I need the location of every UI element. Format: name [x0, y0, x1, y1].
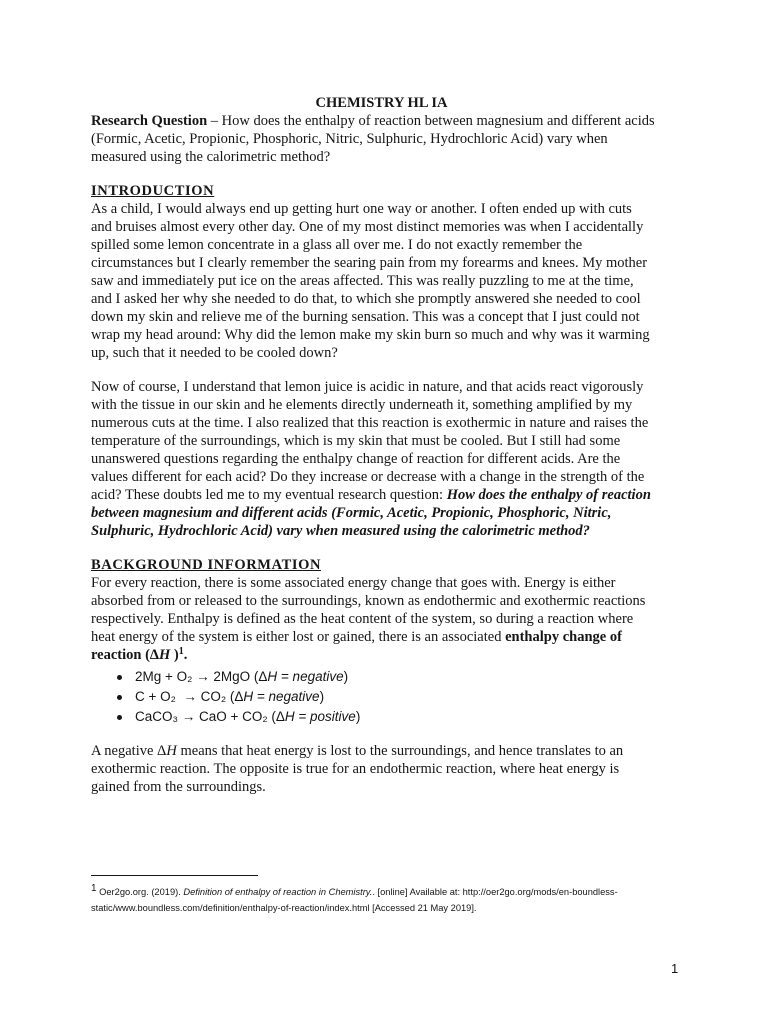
- equation-formula: 2Mg + O₂ → 2MgO (Δ: [135, 669, 268, 684]
- background-paragraph-line: [91, 628, 691, 646]
- intro-paragraph-line: up, such that it needed to be cooled down?: [91, 345, 338, 361]
- intro-paragraph-line: [91, 486, 691, 504]
- intro-paragraph-line: and I asked her why she needed to do that, to which she promptly answered she needed to cool: [91, 291, 641, 307]
- bold-term: reaction (Δ: [91, 647, 160, 663]
- research-question-text: – How does the enthalpy of reaction between magnesium and different acids: [207, 113, 655, 129]
- research-question-label: Research Question: [91, 113, 208, 129]
- equation-end: ): [319, 689, 325, 704]
- emphasized-research-question: How does the enthalpy of reaction: [446, 487, 651, 503]
- equation-formula: C + O₂ → CO₂ (Δ: [135, 689, 244, 704]
- equation-end: ): [343, 669, 349, 684]
- bullet-icon: [117, 715, 122, 720]
- spacer: [91, 166, 691, 182]
- intro-paragraph-line: numerous cuts at the time. I also realized that this reaction is exothermic in nature and raises the: [91, 415, 649, 431]
- document-title: CHEMISTRY HL IA: [315, 95, 448, 111]
- emphasized-research-question: between magnesium and different acids (Formic, Acetic, Propionic, Phosphoric, Nitric,: [91, 505, 612, 521]
- research-question-line: measured using the calorimetric method?: [91, 149, 331, 165]
- footnote-marker: 1: [91, 883, 97, 894]
- footnote-reference: 1: [178, 646, 184, 657]
- closing-paragraph: [91, 742, 691, 796]
- intro-paragraph-line: temperature of the surroundings, which is my skin that must be cooled. But I still had some: [91, 433, 621, 449]
- equation-enthalpy: H = negative: [267, 669, 344, 684]
- enthalpy-symbol: H: [159, 647, 171, 663]
- bullet-icon: [117, 695, 122, 700]
- equation-enthalpy: H = negative: [243, 689, 320, 704]
- footnote-text: . [online] Available at: http://oer2go.org/mods/en-boundless-: [372, 887, 618, 897]
- spacer: [91, 362, 691, 378]
- page-number: 1: [671, 961, 679, 976]
- footnote-line: [91, 884, 731, 900]
- intro-paragraph-line: spilled some lemon concentrate in a glass all over me. I do not exactly remember the: [91, 237, 583, 253]
- background-text: heat energy of the system is either lost or gained, there is an associated: [91, 629, 506, 645]
- background-paragraph-line: For every reaction, there is some associated energy change that goes with. Energy is either: [91, 575, 616, 591]
- document-body: [91, 94, 691, 796]
- bold-term: ): [170, 647, 179, 663]
- spacer: [91, 540, 691, 556]
- equation-item: [91, 667, 691, 687]
- equation-enthalpy: H = positive: [284, 709, 356, 724]
- intro-paragraph-line: unanswered questions regarding the enthalpy change of reaction for different acids. Are the: [91, 451, 621, 467]
- footnote: [91, 875, 731, 916]
- equation-end: ): [355, 709, 361, 724]
- closing-text: A negative Δ: [91, 743, 167, 759]
- intro-paragraph-line: wrap my head around: Why did the lemon make my skin burn so much and why was it warming: [91, 327, 650, 343]
- footnote-source-title: Definition of enthalpy of reaction in Chemistry.: [183, 887, 373, 897]
- closing-paragraph-line: exothermic reaction. The opposite is true for an endothermic reaction, where heat energy is: [91, 761, 620, 777]
- bold-term: enthalpy change of: [505, 629, 622, 645]
- footnote-separator: [91, 875, 258, 876]
- research-question-lead-in: acid? These doubts led me to my eventual research question:: [91, 487, 447, 503]
- intro-paragraph-line: Now of course, I understand that lemon juice is acidic in nature, and that acids react vigorously: [91, 379, 644, 395]
- emphasized-research-question: Sulphuric, Hydrochloric Acid) vary when measured using the calorimetric method?: [91, 523, 590, 539]
- closing-paragraph-line: [91, 742, 691, 760]
- background-paragraph-line: absorbed from or released to the surroundings, known as endothermic and exothermic reactions: [91, 593, 646, 609]
- equation-item: [91, 687, 691, 707]
- closing-paragraph-line: gained from the surroundings.: [91, 779, 266, 795]
- intro-paragraph-line: saw and immediately put ice on the areas affected. This was really puzzling to me at the time,: [91, 273, 634, 289]
- background-paragraph-line: respectively. Enthalpy is defined as the heat content of the system, so during a reaction where: [91, 611, 634, 627]
- intro-paragraph-line: and bruises almost every other day. One of my most distinct memories was when I accidentally: [91, 219, 644, 235]
- background-paragraph-line: [91, 646, 691, 664]
- footnote-text: Oer2go.org. (2019).: [96, 887, 184, 897]
- closing-text: means that heat energy is lost to the surroundings, and hence translates to an: [176, 743, 624, 759]
- footnote-line: static/www.boundless.com/definition/enthalpy-of-reaction/index.html [Accessed 21 May 2019].: [91, 903, 477, 913]
- equation-list: [91, 667, 691, 727]
- background-heading: BACKGROUND INFORMATION: [91, 557, 322, 573]
- sentence-end: .: [183, 647, 188, 663]
- intro-paragraph-line: As a child, I would always end up getting hurt one way or another. I often ended up with cuts: [91, 201, 632, 217]
- equation-item: [91, 707, 691, 727]
- research-question-line: [91, 112, 691, 130]
- introduction-heading: INTRODUCTION: [91, 183, 215, 199]
- research-question-line: (Formic, Acetic, Propionic, Phosphoric, Nitric, Sulphuric, Hydrochloric Acid) vary when: [91, 131, 608, 147]
- equation-formula: CaCO₃ → CaO + CO₂ (Δ: [135, 709, 285, 724]
- intro-paragraph-line: circumstances but I clearly remember the searing pain from my forearms and knees. My mother: [91, 255, 648, 271]
- intro-paragraph-line: down my skin and relieve me of the burning sensation. This was a concept that I just could not: [91, 309, 640, 325]
- intro-paragraph-line: with the tissue in our skin and he elements directly underneath it, something amplified by my: [91, 397, 633, 413]
- intro-paragraph-line: values different for each acid? Do they increase or decrease with a change in the strength of the: [91, 469, 645, 485]
- enthalpy-symbol: H: [166, 743, 177, 759]
- bullet-icon: [117, 675, 122, 680]
